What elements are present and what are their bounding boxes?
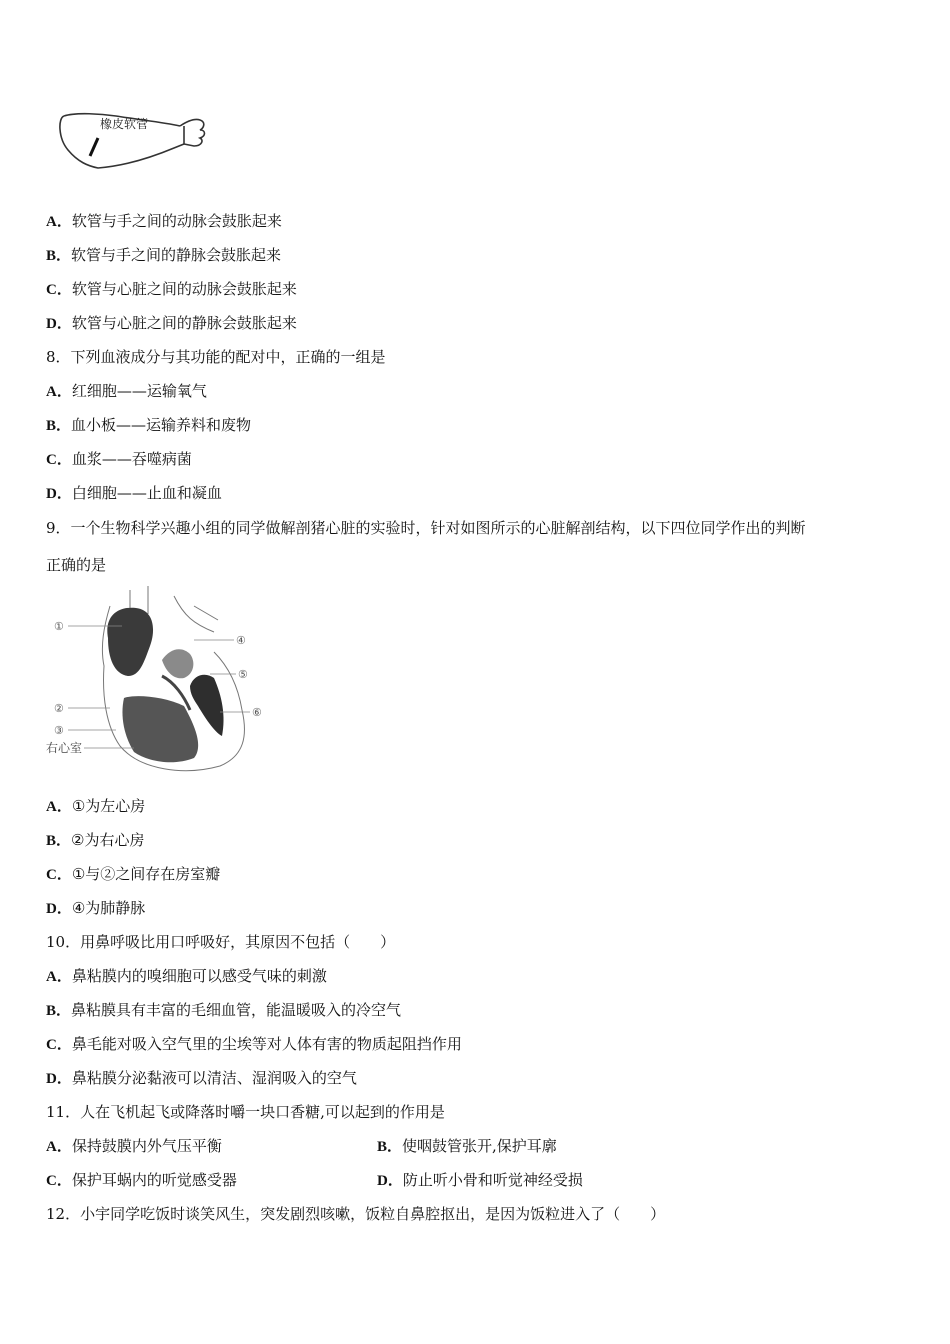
option-letter: A． (46, 969, 72, 985)
q12-stem: 12．小宇同学吃饭时谈笑风生，突发剧烈咳嗽，饭粒自鼻腔抠出，是因为饭粒进入了（ ） (46, 1205, 666, 1223)
right-ventricle-label: 右心室 (46, 741, 83, 755)
option-letter: C． (46, 1037, 72, 1053)
q8-option-b[interactable] (46, 415, 251, 436)
option-text: 鼻毛能对吸入空气里的尘埃等对人体有害的物质起阻挡作用 (71, 1035, 462, 1053)
rubber-tube-label: 橡皮软管 (100, 117, 149, 131)
aorta-dark (107, 608, 153, 676)
arm-tube-figure (54, 108, 214, 174)
option-text: 保护耳蜗内的听觉感受器 (71, 1171, 237, 1189)
option-letter: B． (46, 833, 72, 849)
q10-option-a[interactable] (46, 966, 327, 987)
option-text: ②为右心房 (71, 831, 145, 849)
q9-option-a[interactable] (46, 796, 145, 817)
q11-option-b[interactable] (377, 1136, 557, 1157)
option-letter: C． (46, 452, 72, 468)
option-text: 软管与心脏之间的静脉会鼓胀起来 (71, 314, 297, 332)
q8-option-a[interactable] (46, 381, 207, 402)
q11-option-row-1 (46, 1136, 906, 1157)
option-text: 红细胞——运输氧气 (71, 382, 207, 400)
heart-label-1: ① (54, 620, 64, 633)
heart-label-2: ② (54, 702, 64, 715)
option-text: 鼻粘膜内的嗅细胞可以感受气味的刺激 (71, 967, 327, 985)
heart-label-5: ⑤ (238, 668, 248, 681)
heart-label-3: ③ (54, 724, 64, 737)
q11-option-d[interactable] (377, 1170, 583, 1191)
option-text: ④为肺静脉 (71, 899, 146, 917)
option-letter: A． (46, 1139, 72, 1155)
q9-option-b[interactable] (46, 830, 144, 851)
q8-stem: 8．下列血液成分与其功能的配对中，正确的一组是 (46, 348, 386, 366)
q11-option-a[interactable] (46, 1137, 222, 1155)
q10-option-b[interactable] (46, 1000, 401, 1021)
q7-option-a[interactable] (46, 211, 282, 232)
q9-option-d[interactable] (46, 898, 145, 919)
q7-option-d[interactable] (46, 313, 297, 334)
q8-option-c[interactable] (46, 449, 192, 470)
option-letter: C． (46, 867, 72, 883)
option-letter: D． (46, 316, 72, 332)
q11-option-c[interactable] (46, 1171, 237, 1189)
option-text: 鼻粘膜具有丰富的毛细血管，能温暖吸入的冷空气 (71, 1001, 402, 1019)
option-letter: C． (46, 1173, 72, 1189)
option-text: 使咽鼓管张开,保护耳廓 (402, 1137, 557, 1155)
option-text: 鼻粘膜分泌黏液可以清洁、湿润吸入的空气 (71, 1069, 357, 1087)
option-letter: B． (46, 1003, 72, 1019)
option-text: 软管与手之间的动脉会鼓胀起来 (71, 212, 282, 230)
q9-option-c[interactable] (46, 864, 220, 885)
option-text: ①与②之间存在房室瓣 (71, 865, 221, 883)
option-letter: D． (46, 1071, 72, 1087)
option-letter: A． (46, 799, 72, 815)
heart-label-6: ⑥ (252, 706, 262, 719)
option-letter: B． (46, 248, 72, 264)
option-text: 白细胞——止血和凝血 (71, 484, 222, 502)
option-text: 防止听小骨和听觉神经受损 (402, 1171, 583, 1189)
rubber-tube-band (90, 138, 98, 156)
option-text: 血浆——吞噬病菌 (71, 450, 192, 468)
option-letter: A． (46, 214, 72, 230)
option-letter: A． (46, 384, 72, 400)
q11-stem: 11．人在飞机起飞或降落时嚼一块口香糖,可以起到的作用是 (46, 1103, 445, 1121)
option-letter: D． (46, 486, 72, 502)
heart-label-4: ④ (236, 634, 246, 647)
option-letter: B． (377, 1139, 403, 1155)
option-text: 软管与心脏之间的动脉会鼓胀起来 (71, 280, 297, 298)
q9-stem-line2: 正确的是 (46, 556, 107, 574)
left-ventricle-wall (190, 675, 224, 736)
option-text: 软管与手之间的静脉会鼓胀起来 (71, 246, 282, 264)
heart-figure (44, 586, 272, 784)
option-letter: D． (377, 1173, 403, 1189)
q9-stem-line1: 9．一个生物科学兴趣小组的同学做解剖猪心脏的实验时，针对如图所示的心脏解剖结构，以下四位同学作出的判断 (46, 519, 806, 537)
q7-option-b[interactable] (46, 245, 281, 266)
option-letter: D． (46, 901, 72, 917)
option-text: 血小板——运输养料和废物 (71, 416, 252, 434)
q10-option-c[interactable] (46, 1034, 462, 1055)
q10-stem: 10．用鼻呼吸比用口呼吸好，其原因不包括（ ） (46, 933, 396, 951)
q7-option-c[interactable] (46, 279, 297, 300)
option-letter: B． (46, 418, 72, 434)
q8-option-d[interactable] (46, 483, 222, 504)
option-text: ①为左心房 (71, 797, 146, 815)
q10-option-d[interactable] (46, 1068, 357, 1089)
pulmonary-trunk (162, 649, 193, 678)
option-letter: C． (46, 282, 72, 298)
q11-option-row-2 (46, 1170, 906, 1191)
option-text: 保持鼓膜内外气压平衡 (71, 1137, 222, 1155)
